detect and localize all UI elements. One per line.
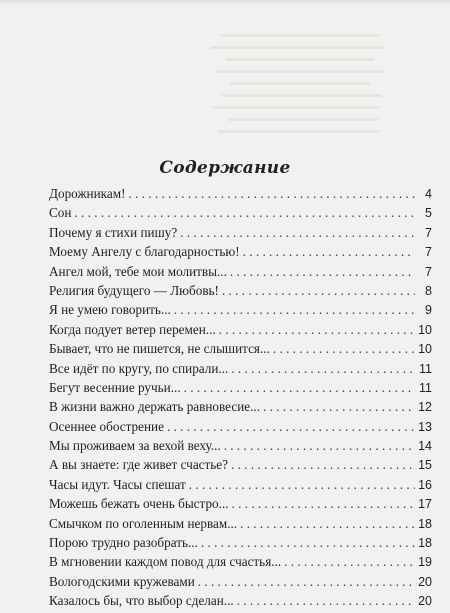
toc-entry	[49, 186, 432, 205]
toc-entry	[49, 419, 432, 438]
dot-leader	[201, 535, 415, 551]
toc-entry	[49, 380, 432, 399]
toc-entry-page: 5	[425, 206, 432, 221]
toc-entry	[49, 574, 432, 593]
dot-leader	[243, 244, 415, 260]
toc-entry-page: 17	[418, 497, 432, 512]
dot-leader	[224, 438, 415, 454]
toc-entry	[49, 554, 432, 573]
toc-entry-title: Религия будущего — Любовь!	[49, 282, 219, 298]
dot-leader	[222, 283, 415, 299]
toc-entry-page: 16	[418, 477, 432, 492]
toc-entry	[49, 477, 432, 496]
toc-entry-page: 13	[418, 419, 432, 434]
toc-entry	[49, 341, 432, 360]
page-top-edge	[0, 0, 450, 4]
toc-entry-page: 11	[419, 380, 432, 395]
dot-leader	[284, 554, 415, 570]
dot-leader	[219, 322, 415, 338]
toc-entry-page: 4	[425, 187, 432, 201]
toc-entry-title: Порою трудно разобрать...	[49, 535, 198, 551]
dot-leader	[240, 516, 415, 532]
toc-entry-title: Вологодскими кружевами	[49, 573, 195, 589]
toc-entry-title: Можешь бежать очень быстро...	[49, 496, 229, 512]
toc-entry	[49, 457, 432, 476]
toc-entry-title: А вы знаете: где живет счастье?	[49, 457, 229, 473]
toc-entry-title: Осеннее обострение	[49, 418, 164, 434]
toc-entry-page: 19	[418, 555, 432, 570]
toc-heading: Содержание	[159, 158, 291, 178]
toc-entry-title: Ангел мой, тебе мои молитвы...	[49, 263, 227, 279]
toc-entry	[49, 322, 432, 341]
toc-list	[49, 186, 432, 613]
toc-entry-page: 9	[425, 303, 432, 318]
dot-leader	[184, 380, 415, 396]
toc-entry-title: В мгновении каждом повод для счастья...	[49, 554, 282, 570]
toc-entry	[49, 302, 432, 321]
toc-entry-page: 18	[418, 536, 432, 551]
toc-entry	[49, 438, 432, 457]
toc-entry-title: Бегут весенние ручьи...	[49, 379, 181, 395]
toc-entry-title: Дорожникам!	[49, 186, 126, 201]
toc-entry	[49, 535, 432, 554]
toc-entry	[49, 205, 432, 224]
toc-entry-title: Моему Ангелу с благодарностью!	[49, 244, 240, 260]
toc-entry-page: 18	[418, 516, 432, 531]
toc-entry	[49, 361, 432, 380]
toc-entry-page: 15	[418, 458, 432, 473]
toc-entry	[49, 496, 432, 515]
toc-entry-title: Часы идут. Часы спешат	[49, 476, 186, 492]
toc-entry-page: 7	[425, 264, 432, 279]
toc-entry	[49, 225, 432, 244]
toc-entry-title: Когда подует ветер перемен...	[49, 321, 216, 337]
toc-entry-page: 7	[425, 225, 432, 240]
dot-leader	[231, 457, 415, 473]
dot-leader	[180, 225, 415, 241]
dot-leader	[167, 419, 415, 435]
dot-leader	[74, 205, 415, 221]
toc-entry-title: Сон	[49, 205, 72, 221]
dot-leader	[189, 477, 415, 493]
toc-entry-page: 11	[419, 361, 432, 376]
toc-entry-page: 10	[418, 322, 432, 337]
toc-entry-title: Бывает, что не пишется, не слышится...	[49, 341, 270, 357]
dot-leader	[232, 496, 415, 512]
toc-entry-title: Смычком по оголенным нервам...	[49, 515, 238, 531]
toc-entry-page: 12	[418, 400, 432, 415]
dot-leader	[128, 186, 415, 202]
toc-entry	[49, 399, 432, 418]
toc-entry-title: Казалось бы, что выбор сделан...	[49, 593, 234, 609]
toc-entry-title: Все идёт по кругу, по спирали...	[49, 360, 229, 376]
dot-leader	[237, 593, 415, 609]
show-through-text	[0, 0, 450, 150]
toc-entry-page: 20	[418, 574, 432, 589]
toc-entry-page: 10	[418, 342, 432, 357]
toc-entry	[49, 264, 432, 283]
dot-leader	[230, 264, 415, 280]
toc-entry-page: 20	[418, 594, 432, 609]
toc-entry-title: Мы проживаем за вехой веху...	[49, 438, 221, 454]
toc-entry-title: Почему я стихи пишу?	[49, 224, 178, 240]
toc-entry-page: 8	[425, 283, 432, 298]
toc-entry-title: В жизни важно держать равновесие...	[49, 399, 261, 415]
toc-entry	[49, 283, 432, 302]
toc-entry	[49, 244, 432, 263]
dot-leader	[198, 574, 415, 590]
toc-entry	[49, 593, 432, 612]
toc-entry	[49, 516, 432, 535]
toc-entry-page: 14	[418, 439, 432, 454]
dot-leader	[263, 399, 415, 415]
toc-entry-title: Я не умею говорить...	[49, 302, 171, 318]
toc-entry-page: 7	[425, 245, 432, 260]
dot-leader	[273, 341, 415, 357]
dot-leader	[231, 361, 415, 377]
dot-leader	[174, 302, 415, 318]
